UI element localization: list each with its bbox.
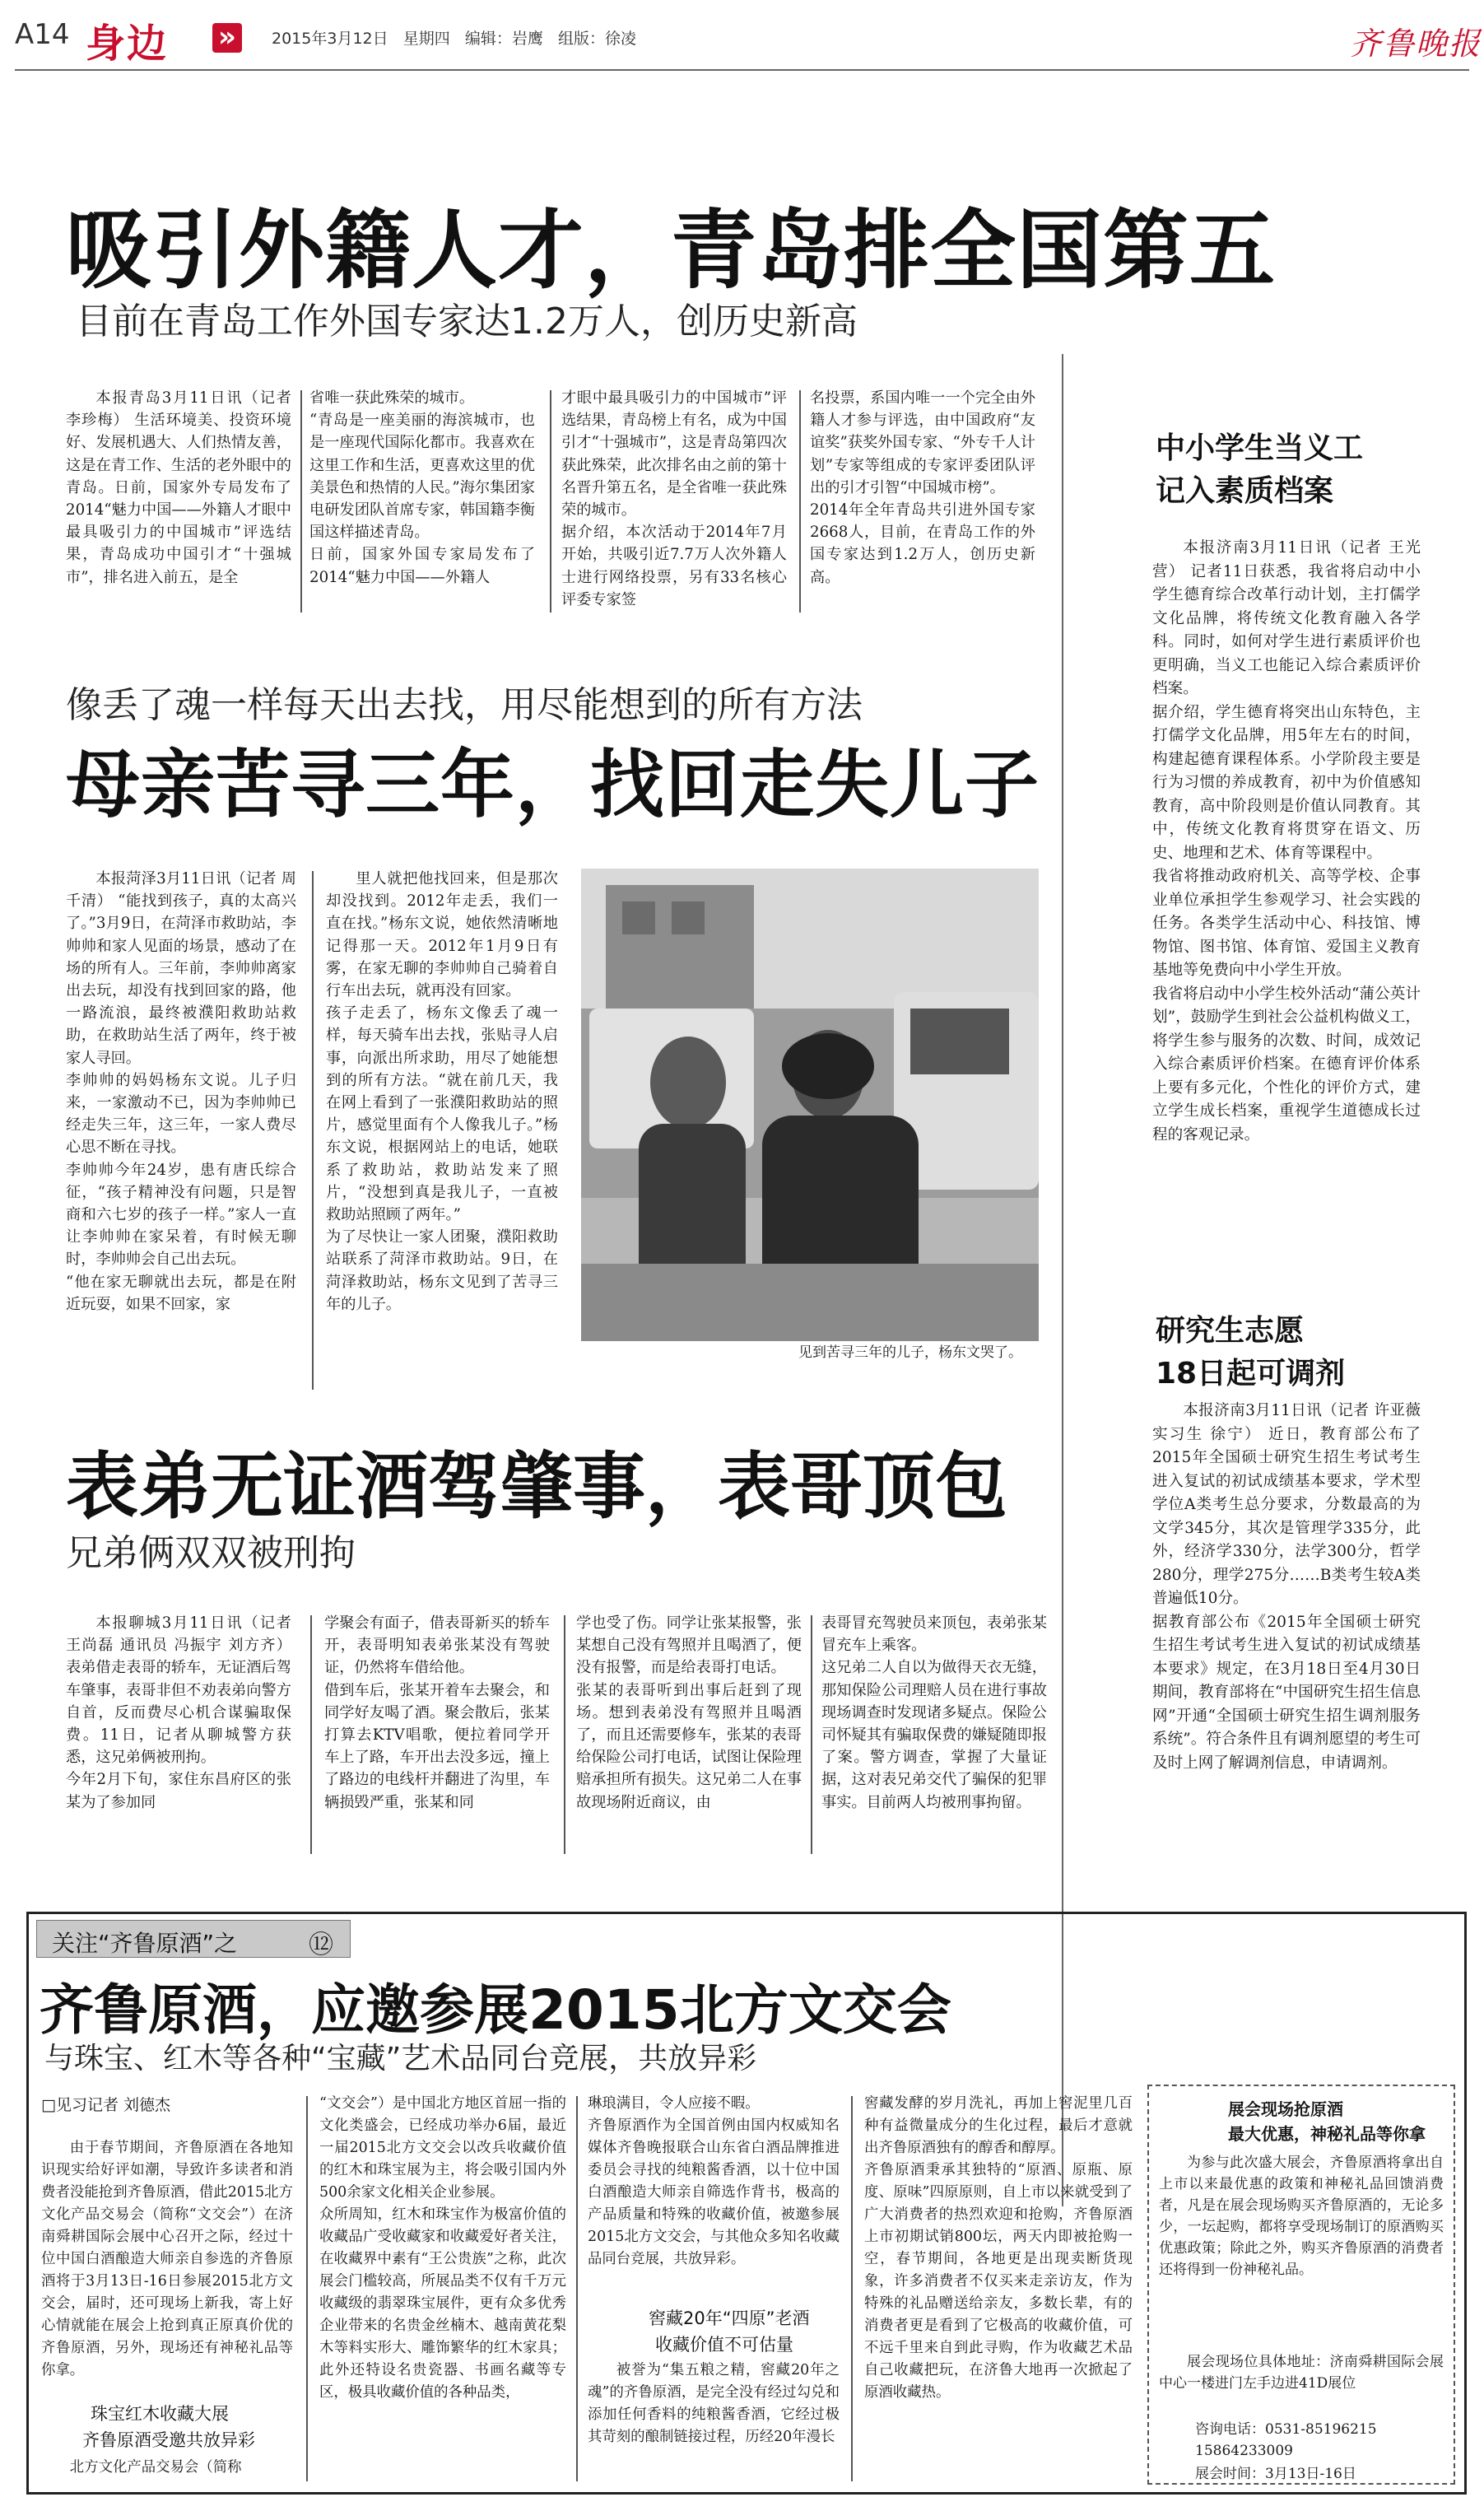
story3-col3: 学也受了伤。同学让张某报警，张某想自己没有驾照并且喝酒了，便没有报警，而是给表哥打电话。 张某的表哥听到出事后赶到了现场。想到表弟没有驾照并且喝酒了，而且还需要修车，张某的表哥给保险公司打电话，试图让保险理赔承担所有损失。这兄弟二人在事故现场附近商议，由 — [576, 1614, 802, 1811]
story3-col1: 本报聊城3月11日讯（记者 王尚磊 通讯员 冯振宇 刘方齐） 表弟借走表哥的轿车，无证酒后驾车肇事，表哥非但不劝表弟向警方自首，反而费尽心机合谋骗取保费。11日，记者从聊城警方获悉，这兄弟俩被刑拘。 今年2月下旬，家住东昌府区的张某为了参加同 — [66, 1614, 291, 1811]
divider — [300, 390, 302, 613]
sidebar-a-headline-2: 记入素质档案 — [1156, 474, 1334, 508]
story3-subhead: 兄弟俩双双被刑拘 — [66, 1532, 356, 1574]
layout-credit: 组版：徐凌 — [558, 30, 637, 48]
story2-col2: 里人就把他找回来，但是那次却没找到。2012年走丢，我们一直在找。”杨东文说，她依然清晰地记得那一天。2012年1月9日有雾，在家无聊的李帅帅自己骑着自行车出去玩，就再没有回家。 孩子走丢了，杨东文像丢了魂一样，每天骑车出去找，张贴寻人启事，向派出所求助，用尽了她能想到的所有方法。“就在前几天，我在网上看到了一张濮阳救助站的照片，感觉里面有个人像我儿子。”杨东文说，根据网站上的电话，她联系了救助站，救助站发来了照片，“没想到真是我儿子，一直被救助站照顾了两年。” 为了尽快让一家人团聚，濮阳救助站联系了菏泽市救助站。9日，在菏泽救助站，杨东文见到了苦寻三年的儿子。 — [326, 870, 558, 1313]
divider — [550, 390, 551, 613]
promo-col3-subhead-1: 窖藏20年“四原”老酒 — [649, 2308, 810, 2328]
story3-headline: 表弟无证酒驾肇事，表哥顶包 — [66, 1444, 1008, 1529]
masthead-logo: 齐鲁晚报 — [1350, 26, 1482, 62]
sidebar-b-headline-1: 研究生志愿 — [1156, 1314, 1305, 1348]
promo-info-phone: 咨询电话：0531-85196215 15864233009 — [1195, 2421, 1377, 2459]
story1-subhead: 目前在青岛工作外国专家达1.2万人，创历史新高 — [76, 300, 858, 342]
divider — [310, 1615, 312, 1854]
divider — [564, 1615, 565, 1854]
editor-credit: 编辑：岩鹰 — [464, 30, 543, 48]
promo-col3-tail: 被誉为“集五粮之精，窖藏20年之魂”的齐鲁原酒，是完全没有经过勾兑和添加任何香料的纯粮酱香酒，它经过极其苛刻的酿制链接过程，历经20年漫长 — [588, 2362, 840, 2445]
promo-col1: 由于春节期间，齐鲁原酒在各地知识现实给好评如潮，导致许多读者和消费者没能抢到齐鲁原酒，借此2015北方文化产品交易会（简称“文交会”）在济南舜耕国际会展中心召开之际，经过十位中国白酒酿造大师亲自参选的齐鲁原酒将于3月13日-16日参展2015北方文交会，届时，还可现场上新我，寄上好心情就能在展会上抢到真正原真价优的齐鲁原酒，另外，现场还有神秘礼品等你拿。 — [41, 2140, 293, 2378]
story1-headline: 吸引外籍人才，青岛排全国第五 — [66, 200, 1277, 300]
issue-date: 2015年3月12日 — [272, 30, 388, 48]
header-rule — [15, 69, 1469, 71]
story2-headline: 母亲苦寻三年，找回走失儿子 — [66, 742, 1040, 828]
promo-byline: □见习记者 刘德杰 — [41, 2096, 170, 2114]
story1-col3: 才眼中最具吸引力的中国城市”评选结果，青岛榜上有名，成为中国引才“十强城市”，这是青岛第四次获此殊荣，此次排名由之前的第十名晋升第五名，是全省唯一获此殊荣的城市。 据介绍，本次活动于2014年7月开始，共吸引近7.7万人次外籍人士进行网络投票，另有33名核心评委专家签 — [561, 389, 787, 608]
divider — [312, 871, 314, 1390]
section-title: 身边 — [86, 21, 169, 67]
story3-col4: 表哥冒充驾驶员来顶包，表弟张某冒充车上乘客。 这兄弟二人自以为做得天衣无缝，那知保险公司理赔人员在进行事故现场调查时发现诸多疑点。保险公司怀疑其有骗取保费的嫌疑随即报了案。警方调查，掌握了大量证据，这对表兄弟交代了骗保的犯罪事实。目前两人均被刑事拘留。 — [821, 1614, 1047, 1811]
section-badge — [81, 12, 254, 67]
promo-col1-subhead-1: 珠宝红木收藏大展 — [91, 2404, 229, 2424]
promo-subhead: 与珠宝、红木等各种“宝藏”艺术品同台竞展，共放异彩 — [44, 2042, 757, 2075]
section-arrows-box — [212, 23, 242, 53]
sidebar-b-body: 本报济南3月11日讯（记者 许亚薇 实习生 徐宁） 近日，教育部公布了2015年全国硕士研究生招生考试考生进入复试的初试成绩基本要求，学术型学位A类考生总分要求，分数最高的为文学345分，其次是管理学335分，此外，经济学330分，法学300分，哲学280分，理学275分……B类考生较A类普遍低10分。 据教育部公布《2015年全国硕士研究生招生考试考生进入复试的初试成绩基本要求》规定，在3月18日至4月30日期间，教育部将在“中国研究生招生信息网”开通“全国硕士研究生招生调剂服务系统”。符合条件且有调剂愿望的考生可及时上网了解调剂信息，申请调剂。 — [1152, 1402, 1421, 1772]
photo-illustration — [581, 869, 1039, 1341]
promo-tag — [36, 1920, 351, 1958]
promo-headline: 齐鲁原酒，应邀参展2015北方文交会 — [40, 1978, 951, 2042]
promo-tag-number: ⑫ — [309, 1931, 333, 1959]
story2-photo-caption: 见到苦寻三年的儿子，杨东文哭了。 — [798, 1344, 1022, 1361]
issue-weekday: 星期四 — [402, 30, 450, 48]
story2-photo — [581, 869, 1039, 1341]
promo-info-title-2: 最大优惠，神秘礼品等你拿 — [1228, 2124, 1426, 2144]
story2-kicker: 像丢了魂一样每天出去找，用尽能想到的所有方法 — [66, 684, 863, 726]
promo-col4: 窖藏发酵的岁月洗礼，再加上窖泥里几百种有益微量成分的生化过程，最后才意就出齐鲁原酒独有的醇香和醇厚。 齐鲁原酒秉承其独特的“原酒、原瓶、原度、原味”四原原则，自上市以来就受到了广大消费者的热烈欢迎和抢购，齐鲁原酒上市初期试销800坛，两天内即被抢购一空，春节期间，各地更是出现卖断货现象，许多消费者不仅买来走亲访友，作为特殊的礼品赠送给亲友，多数长辈，有的消费者更是看到了它极高的收藏价值，可不远千里来自到此寻购，作为收藏艺术品自己收藏把玩，在济鲁大地再一次掀起了原酒收藏热。 — [864, 2095, 1133, 2401]
promo-tag-label: 关注“齐鲁原酒”之 — [52, 1930, 238, 1957]
promo-info-title-1: 展会现场抢原酒 — [1228, 2099, 1343, 2119]
issue-info — [272, 26, 636, 49]
page-number: A14 — [15, 18, 70, 51]
chevron-right-icon: » — [218, 21, 236, 54]
story3-col2: 学聚会有面子，借表哥新买的轿车开，表哥明知表弟张某没有驾驶证，仍然将车借给他。 借到车后，张某开着车去聚会，和同学好友喝了酒。聚会散后，张某打算去KTV唱歌，便拉着同学开车上了路，车开出去没多远，撞上了路边的电线杆并翻进了沟里，车辆损毁严重，张某和同 — [324, 1614, 550, 1811]
story1-col4: 名投票，系国内唯一一个完全由外籍人才参与评选，由中国政府“友谊奖”获奖外国专家、“外专千人计划”专家等组成的专家评委团队评出的引才引智“中国城市榜”。 2014年全年青岛共引进外国专家2668人，目前，在青岛工作的外国专家达到1.2万人，创历史新高。 — [810, 389, 1035, 586]
sidebar-b-headline-2: 18日起可调剂 — [1156, 1357, 1346, 1391]
promo-col2: “文交会”）是中国北方地区首屈一指的文化类盛会，已经成功举办6届，最近一届2015北方文交会以改兵收藏价值的红木和珠宝展为主，将会吸引国内外500余家文化相关企业参展。 众所周知，红木和珠宝作为极富价值的收藏品广受收藏家和收藏爱好者关注，在收藏界中素有“王公贵族”之称，此次展会门槛较高，所展品类不仅有千万元收藏级的翡翠珠宝展件，更有众多优秀企业带来的名贵金丝楠木、越南黄花梨木等料实形大、雕饰繁华的红木家具；此外还特设名贵瓷器、书画名藏等专区，极具收藏价值的各种品类， — [319, 2095, 566, 2401]
promo-col1-subhead-2: 齐鲁原酒受邀共放异彩 — [82, 2430, 255, 2450]
divider — [851, 2096, 853, 2481]
promo-col3-subhead-2: 收藏价值不可估量 — [655, 2335, 793, 2355]
promo-info-date: 展会时间：3月13日-16日 — [1195, 2466, 1356, 2482]
story2-col1: 本报菏泽3月11日讯（记者 周千清） “能找到孩子，真的太高兴了。”3月9日，在菏泽市救助站，李帅帅和家人见面的场景，感动了在场的所有人。三年前，李帅帅离家出去玩，却没有找到回家的路，他一路流浪，最终被濮阳救助站救助，在救助站生活了两年，终于被家人寻回。 李帅帅的妈妈杨东文说。儿子归来，一家激动不已，因为李帅帅已经走失三年，这三年，一家人费尽心思不断在寻找。 李帅帅今年24岁，患有唐氏综合征，“孩子精神没有问题，只是智商和六七岁的孩子一样。”家人一直让李帅帅在家呆着，有时候无聊时，李帅帅会自己出去玩。 “他在家无聊就出去玩，都是在附近玩耍，如果不回家，家 — [66, 870, 296, 1313]
promo-col1-tail: 北方文化产品交易会（简称 — [69, 2459, 242, 2476]
promo-info-address: 展会现场位具体地址：济南舜耕国际会展中心一楼进门左手边进41D展位 — [1159, 2354, 1444, 2392]
divider — [799, 390, 801, 613]
promo-col3: 琳琅满目，令人应接不暇。 齐鲁原酒作为全国首例由国内权威知名媒体齐鲁晚报联合山东省白酒品牌推进委员会寻找的纯粮酱香酒，以十位中国白酒酿造大师亲自筛选作背书，极高的产品质量和特殊的收藏价值，被邀参展2015北方文交会，与其他众多知名收藏品同台竞展，共放异彩。 — [588, 2095, 840, 2267]
story1-col1: 本报青岛3月11日讯（记者 李珍梅） 生活环境美、投资环境好、发展机遇大、人们热情友善，这是在青工作、生活的老外眼中的青岛。日前，国家外专局发布了2014“魅力中国——外籍人才眼中最具吸引力的中国城市”评选结果，青岛成功中国引才“十强城市”，排名进入前五，是全 — [66, 389, 291, 586]
sidebar-a-headline-1: 中小学生当义工 — [1156, 431, 1364, 465]
divider — [306, 2096, 308, 2481]
divider — [576, 2096, 578, 2481]
divider — [811, 1615, 812, 1854]
sidebar-a-body: 本报济南3月11日讯（记者 王光营） 记者11日获悉，我省将启动中小学生德育综合改革行动计划，主打儒学文化品牌，将传统文化教育融入各学科。同时，如何对学生进行素质评价也更明确，当义工也能记入综合素质评价档案。 据介绍，学生德育将突出山东特色，主打儒学文化品牌，用5年左右的时间，构建起德育课程体系。小学阶段主要是行为习惯的养成教育，初中为价值感知教育，高中阶段则是价值认同教育。其中，传统文化教育将贯穿在语文、历史、地理和艺术、体育等课程中。 我省将推动政府机关、高等学校、企事业单位承担学生参观学习、社会实践的任务。各类学生活动中心、科技馆、博物馆、图书馆、体育馆、爱国主义教育基地等免费向中小学生开放。 我省将启动中小学生校外活动“蒲公英计划”，鼓励学生到社会公益机构做义工，将学生参与服务的次数、时间，成效记入综合素质评价档案。在德育评价体系上要有多元化，个性化的评价方式，建立学生成长档案，重视学生道德成长过程的客观记录。 — [1152, 539, 1421, 1144]
story1-col2: 省唯一获此殊荣的城市。 “青岛是一座美丽的海滨城市，也是一座现代国际化都市。我喜欢在这里工作和生活，更喜欢这里的优美景色和热情的人民。”海尔集团家电研发团队首席专家，韩国籍李衡国这样描述青岛。 日前，国家外国专家局发布了2014“魅力中国——外籍人 — [309, 389, 535, 586]
promo-info-body: 为参与此次盛大展会，齐鲁原酒将拿出自上市以来最优惠的政策和神秘礼品回馈消费者，凡是在展会现场购买齐鲁原酒的，无论多少，一坛起购，都将享受现场制订的原酒购买优惠政策；除此之外，购买齐鲁原酒的消费者还将得到一份神秘礼品。 — [1159, 2155, 1444, 2278]
